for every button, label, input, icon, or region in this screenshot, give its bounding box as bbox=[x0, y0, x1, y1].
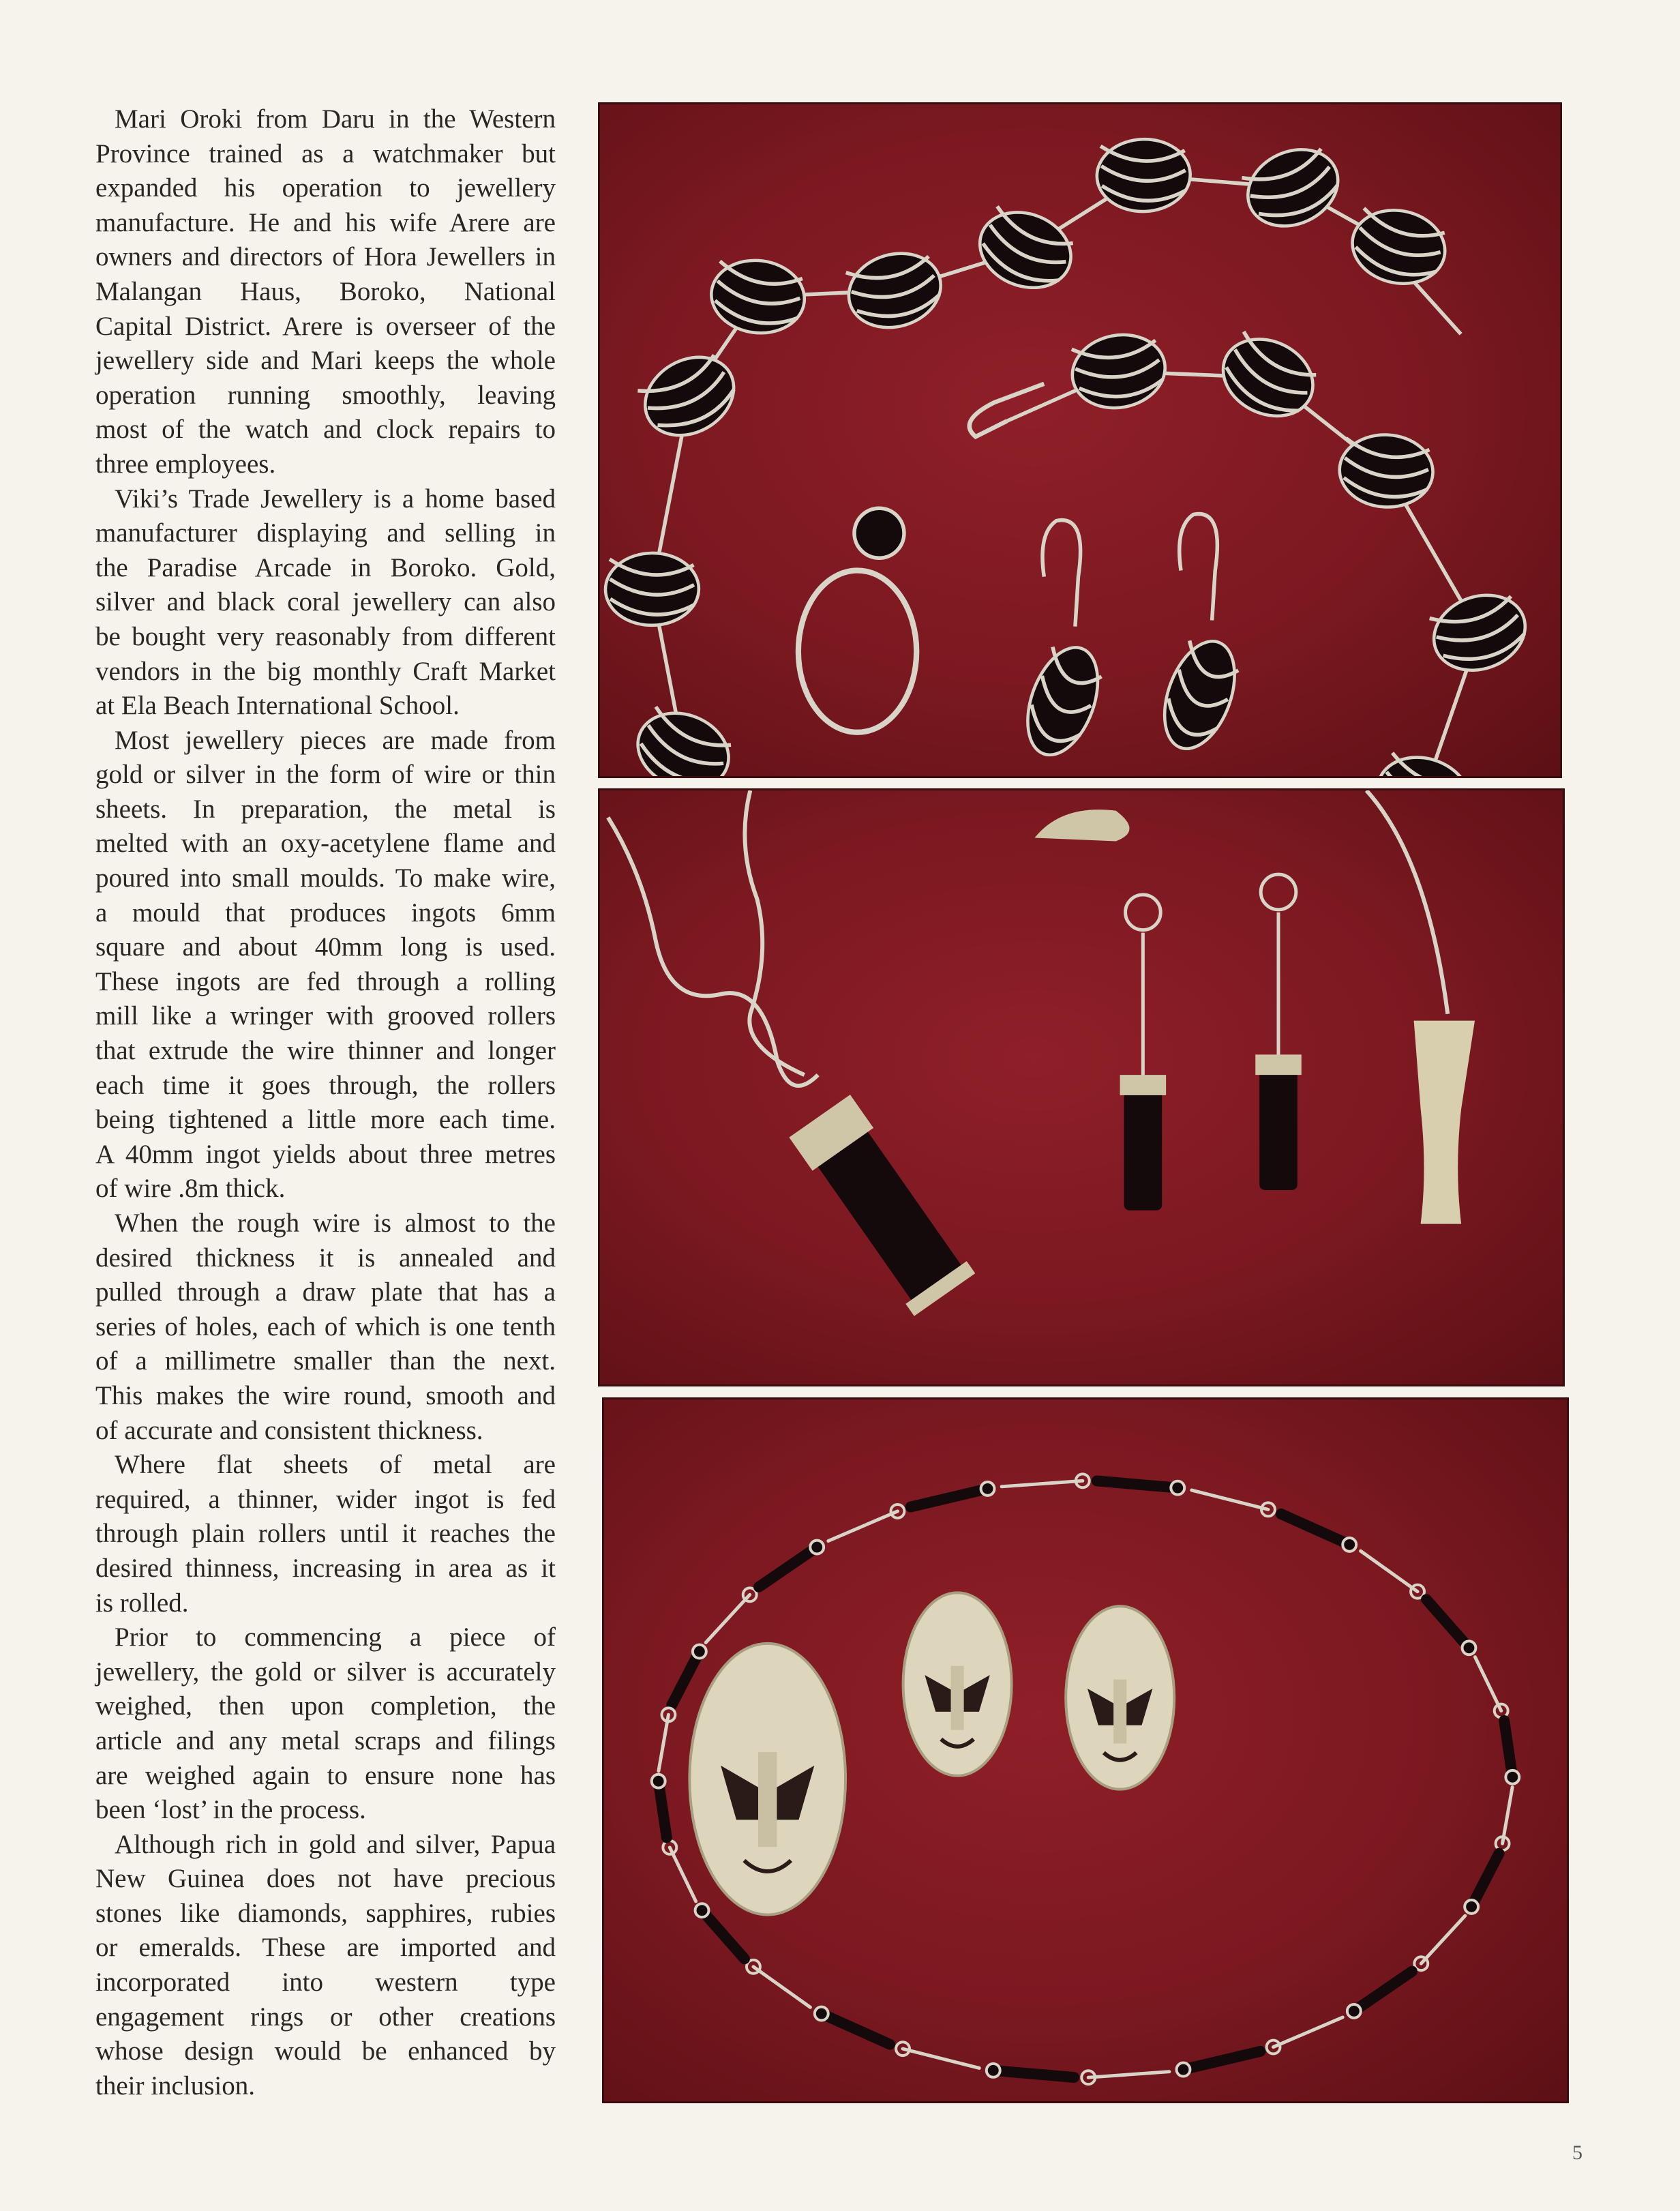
coral-bead bbox=[840, 243, 950, 338]
coral-bead bbox=[1424, 583, 1536, 683]
coral-bead bbox=[1338, 432, 1435, 509]
necklace-illustration bbox=[600, 104, 1560, 776]
charm-chain bbox=[1366, 790, 1448, 1014]
earring-coral bbox=[1259, 1061, 1298, 1190]
text-line: through plain rollers until it reaches the bbox=[95, 1519, 556, 1549]
bead-body bbox=[1424, 583, 1536, 683]
earring-stud bbox=[1126, 895, 1161, 930]
text-line: or emeralds. These are imported and bbox=[95, 1933, 556, 1963]
earring-hook bbox=[1180, 514, 1218, 621]
text-line: of wire .8m thick. bbox=[95, 1174, 286, 1204]
text-line: manufacture. He and his wife Arere are bbox=[95, 207, 556, 237]
coral-bead bbox=[1235, 135, 1351, 240]
pendant-chain bbox=[745, 790, 804, 1075]
mask-earring bbox=[1066, 1606, 1174, 1789]
mask-earring bbox=[903, 1592, 1012, 1775]
pendant-bail bbox=[854, 508, 904, 558]
text-line: at Ela Beach International School. bbox=[95, 691, 460, 721]
coral-bead bbox=[1151, 632, 1248, 758]
chain-link bbox=[1421, 1916, 1465, 1963]
photo-mask-pendant-necklace bbox=[602, 1397, 1569, 2103]
chain-link bbox=[828, 1511, 898, 1541]
coral-bead bbox=[627, 700, 740, 776]
coral-bead bbox=[1345, 202, 1452, 292]
text-line: operation running smoothly, leaving bbox=[95, 380, 556, 410]
earring-cap bbox=[1255, 1054, 1302, 1075]
coral-bead bbox=[1015, 638, 1111, 765]
pendant-ring bbox=[798, 571, 916, 732]
coral-bead bbox=[1368, 746, 1479, 776]
text-line: When the rough wire is almost to the bbox=[115, 1208, 556, 1238]
mask-nose bbox=[951, 1666, 964, 1730]
text-line: engagement rings or other creations bbox=[95, 2002, 556, 2032]
text-line: series of holes, each of which is one tenth bbox=[95, 1311, 556, 1341]
text-line: sheets. In preparation, the metal is bbox=[95, 794, 556, 824]
text-line: Where flat sheets of metal are bbox=[115, 1450, 556, 1480]
text-line: expanded his operation to jewellery bbox=[95, 173, 556, 203]
earring-hook bbox=[1042, 520, 1081, 627]
chain-link bbox=[753, 1967, 810, 2008]
earring-cap bbox=[1120, 1075, 1167, 1095]
text-line: desired thinness, increasing in area as it bbox=[95, 1553, 556, 1583]
text-line: This makes the wire round, smooth and bbox=[95, 1380, 556, 1410]
bead-body bbox=[1345, 202, 1452, 292]
text-line: square and about 40mm long is used. bbox=[95, 932, 556, 962]
chain-link bbox=[1088, 2072, 1169, 2077]
text-line: New Guinea does not have precious bbox=[95, 1864, 556, 1894]
coral-tube bbox=[993, 2071, 1074, 2077]
text-line: whose design would be enhanced by bbox=[95, 2036, 556, 2066]
coral-tube bbox=[1097, 1481, 1178, 1487]
pendant-illustration bbox=[600, 790, 1563, 1384]
coral-bead bbox=[631, 342, 747, 451]
bead-body bbox=[1368, 746, 1479, 776]
coral-tube bbox=[702, 1910, 745, 1959]
chain-link bbox=[903, 2049, 979, 2068]
chain-link bbox=[706, 1594, 749, 1642]
text-line: gold or silver in the form of wire or thin bbox=[95, 760, 556, 790]
text-line: silver and black coral jewellery can also bbox=[95, 587, 556, 617]
text-line: stones like diamonds, sapphires, rubies bbox=[95, 1898, 556, 1928]
text-line: melted with an oxy-acetylene flame and bbox=[95, 829, 556, 859]
text-line: jewellery, the gold or silver is accurately bbox=[95, 1657, 556, 1687]
ring bbox=[1034, 810, 1129, 841]
bead-body bbox=[707, 255, 809, 338]
text-line: is rolled. bbox=[95, 1588, 189, 1618]
article-text-column bbox=[95, 102, 556, 2103]
coral-tube bbox=[911, 1489, 988, 1507]
text-line: each time it goes through, the rollers bbox=[95, 1070, 556, 1100]
text-line: are weighed again to ensure none has bbox=[95, 1760, 556, 1790]
chain-link bbox=[1274, 2017, 1343, 2047]
coral-bead bbox=[1210, 325, 1325, 430]
bead-body bbox=[1151, 632, 1248, 758]
coral-tube bbox=[759, 1547, 817, 1587]
coral-tube bbox=[659, 1781, 667, 1838]
text-line: These ingots are fed through a rolling bbox=[95, 966, 556, 996]
text-line: Mari Oroki from Daru in the Western bbox=[115, 104, 556, 134]
figure-charm bbox=[1414, 1021, 1475, 1224]
coral-tube bbox=[1471, 1854, 1499, 1907]
text-line: be bought very reasonably from different bbox=[95, 621, 556, 651]
text-line: incorporated into western type bbox=[95, 1968, 556, 1998]
text-line: three employees. bbox=[95, 449, 276, 479]
text-line: Prior to commencing a piece of bbox=[115, 1622, 556, 1652]
text-line: of accurate and consistent thickness. bbox=[95, 1415, 483, 1445]
coral-bead bbox=[707, 255, 809, 338]
coral-bead bbox=[1066, 327, 1172, 416]
text-line: desired thickness it is annealed and bbox=[95, 1243, 556, 1273]
text-line: vendors in the big monthly Craft Market bbox=[95, 656, 556, 686]
mask-nose bbox=[1113, 1680, 1126, 1744]
coral-tube bbox=[1504, 1721, 1512, 1777]
text-line: Viki’s Trade Jewellery is a home based bbox=[115, 484, 556, 514]
text-line: been ‘lost’ in the process. bbox=[95, 1795, 366, 1825]
text-line: their inclusion. bbox=[95, 2071, 255, 2101]
coral-tube bbox=[1183, 2051, 1260, 2070]
coral-tube bbox=[1281, 1514, 1349, 1545]
earring-coral bbox=[1124, 1082, 1162, 1211]
chain-link bbox=[1475, 1657, 1501, 1711]
chain-link bbox=[1361, 1551, 1418, 1592]
chain-link bbox=[1503, 1787, 1513, 1844]
text-line: being tightened a little more each time. bbox=[95, 1105, 556, 1135]
bead-body bbox=[840, 243, 950, 338]
photo-pendant-earrings-ring bbox=[598, 788, 1565, 1386]
chain-link bbox=[1192, 1490, 1268, 1509]
text-line: most of the watch and clock repairs to bbox=[95, 415, 556, 445]
mask-nose bbox=[758, 1752, 777, 1847]
coral-bead bbox=[969, 200, 1082, 301]
text-line: Most jewellery pieces are made from bbox=[115, 725, 556, 755]
text-line: that extrude the wire thinner and longer bbox=[95, 1036, 556, 1066]
text-line: Malangan Haus, Boroko, National bbox=[95, 276, 556, 306]
coral-bead bbox=[605, 552, 700, 626]
text-line: Although rich in gold and silver, Papua bbox=[115, 1829, 556, 1859]
chain-link bbox=[670, 1848, 695, 1901]
text-line: of a millimetre smaller than the next. bbox=[95, 1346, 556, 1376]
text-line: a mould that produces ingots 6mm bbox=[95, 897, 556, 928]
text-line: required, a thinner, wider ingot is fed bbox=[95, 1484, 556, 1514]
coral-bead bbox=[1096, 138, 1191, 213]
text-line: jewellery side and Mari keeps the whole bbox=[95, 346, 556, 376]
mask-necklace-illustration bbox=[604, 1399, 1567, 2101]
photo-black-coral-necklace-ring-earrings bbox=[598, 102, 1562, 778]
text-line: Province trained as a watchmaker but bbox=[95, 138, 556, 168]
necklace-group bbox=[605, 135, 1535, 776]
mask-pendant bbox=[689, 1644, 845, 1915]
text-line: A 40mm ingot yields about three metres bbox=[95, 1139, 556, 1169]
text-line: owners and directors of Hora Jewellers in bbox=[95, 242, 556, 272]
pendant bbox=[789, 1095, 975, 1316]
coral-tube bbox=[822, 2014, 890, 2045]
text-line: article and any metal scraps and filings bbox=[95, 1725, 556, 1755]
text-line: poured into small moulds. To make wire, bbox=[95, 863, 556, 893]
text-line: pulled through a draw plate that has a bbox=[95, 1277, 556, 1307]
text-line: manufacturer displaying and selling in bbox=[95, 518, 556, 548]
chain-link bbox=[659, 1715, 669, 1771]
text-line: Capital District. Arere is overseer of the bbox=[95, 311, 556, 341]
coral-tube bbox=[1426, 1599, 1469, 1648]
bead-body bbox=[1210, 325, 1325, 430]
bead-body bbox=[1015, 638, 1111, 765]
coral-tube bbox=[672, 1652, 700, 1705]
earring-stud bbox=[1261, 874, 1296, 910]
text-line: mill like a wringer with grooved rollers bbox=[95, 1001, 556, 1031]
text-line: the Paradise Arcade in Boroko. Gold, bbox=[95, 552, 556, 582]
pendant-chain bbox=[608, 818, 818, 1086]
text-line: weighed, then upon completion, the bbox=[95, 1691, 556, 1721]
coral-tube bbox=[1354, 1972, 1412, 2011]
page-number: 5 bbox=[1572, 2141, 1582, 2164]
chain-link bbox=[1002, 1481, 1083, 1486]
